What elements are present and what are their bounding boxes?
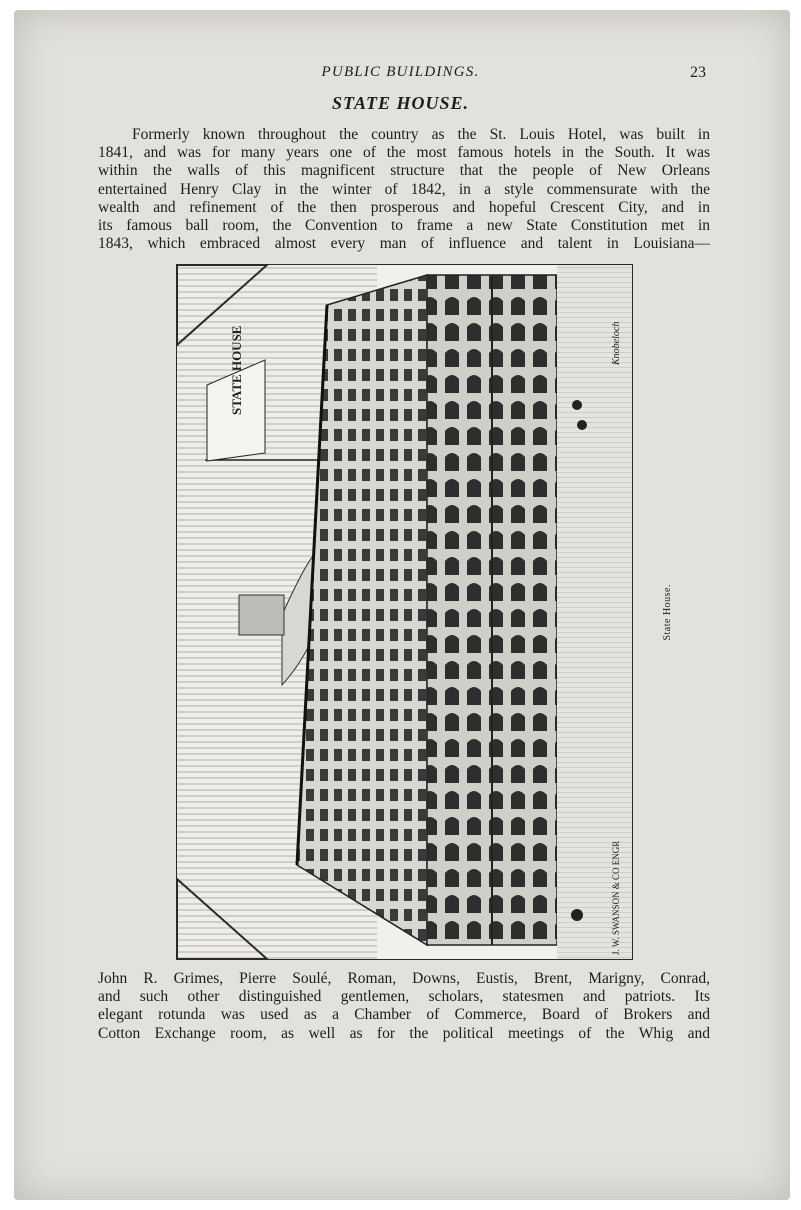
page-number: 23	[690, 64, 706, 81]
state-house-engraving	[176, 264, 633, 960]
text-line: John R. Grimes, Pierre Soulé, Roman, Downs, Eustis, Brent, Marigny, Conrad,	[98, 970, 710, 987]
pedestrian-figure	[572, 400, 582, 410]
printer-credit: J. W. SWANSON & CO ENGR	[611, 840, 621, 955]
carriage-figure	[571, 909, 583, 921]
text-line: elegant rotunda was used as a Chamber of Commerce, Board of Brokers and	[98, 1006, 710, 1024]
text-line: and such other distinguished gentlemen, scholars, statesmen and patriots. Its	[98, 988, 710, 1006]
text-line: wealth and refinement of the then prosperous and hopeful Crescent City, and in	[98, 198, 710, 216]
flag-lettering: STATE HOUSE	[229, 325, 244, 415]
dome-lantern	[239, 595, 284, 635]
paragraph-continued	[98, 970, 710, 1043]
text-line: its famous ball room, the Convention to frame a new State Constitution met in	[98, 217, 710, 235]
engraver-signature: Knobeloch	[611, 321, 622, 365]
text-line: Cotton Exchange room, as well as for the political meetings of the Whig and	[98, 1024, 710, 1042]
pedestrian-figure	[577, 420, 587, 430]
text-line: within the walls of this magnificent structure that the people of New Orleans	[98, 162, 710, 180]
text-line: entertained Henry Clay in the winter of 1842, in a style commensurate with the	[98, 180, 710, 198]
text-line: 1841, and was for many years one of the most famous hotels in the South. It was	[98, 144, 710, 162]
text-line: 1843, which embraced almost every man of influence and talent in Louisiana—	[98, 235, 710, 253]
figure-caption: State House.	[662, 584, 673, 641]
running-head: PUBLIC BUILDINGS.	[321, 64, 480, 80]
text-line: Formerly known throughout the country as the St. Louis Hotel, was built in	[132, 126, 710, 143]
section-title: STATE HOUSE.	[331, 93, 470, 113]
paragraph-intro	[98, 126, 710, 253]
